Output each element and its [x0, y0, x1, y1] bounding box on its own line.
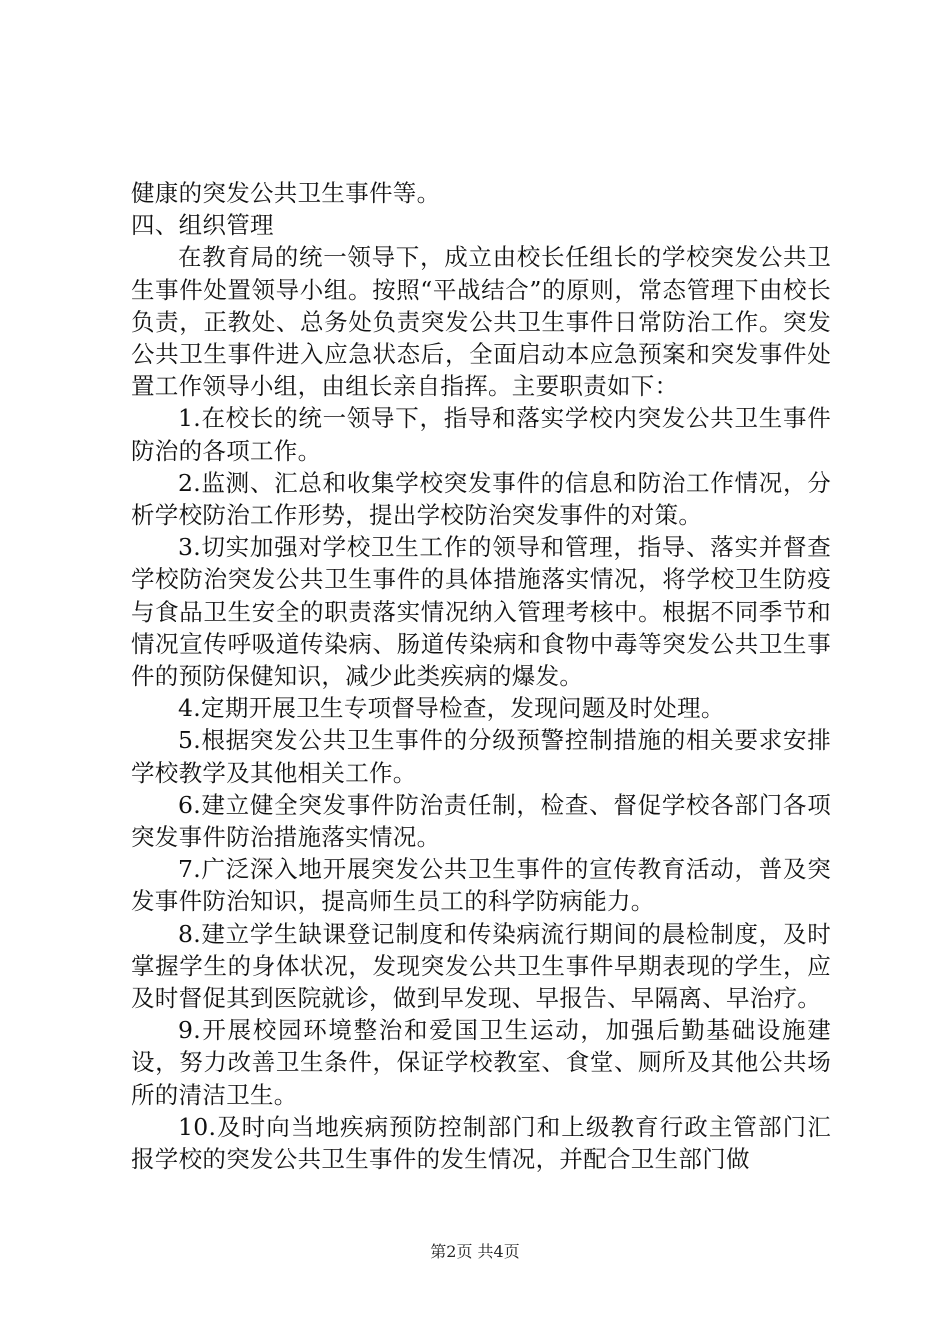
- duty-item-4: 4.定期开展卫生专项督导检查，发现问题及时处理。: [178, 694, 725, 723]
- section-heading: 四、组织管理: [131, 211, 274, 240]
- duty-item-3: 3.切实加强对学校卫生工作的领导和管理，指导、落实并督查学校防治突发公共卫生事件的具体措施落实情况，将学校卫生防疫与食品卫生安全的职责落实情况纳入管理考核中。根据不同季节和情况宣传呼吸道传染病、肠道传染病和食物中毒等突发公共卫生事件的预防保健知识，减少此类疾病的爆发。: [131, 533, 831, 691]
- duty-item-2: 2.监测、汇总和收集学校突发事件的信息和防治工作情况，分析学校防治工作形势，提出学校防治突发事件的对策。: [131, 468, 831, 530]
- continuation-paragraph: 健康的突发公共卫生事件等。: [131, 179, 441, 207]
- duty-item-6: 6.建立健全突发事件防治责任制，检查、督促学校各部门各项突发事件防治措施落实情况。: [131, 790, 831, 852]
- duty-item-8: 8.建立学生缺课登记制度和传染病流行期间的晨检制度，及时掌握学生的身体状况，发现突发公共卫生事件早期表现的学生，应及时督促其到医院就诊，做到早发现、早报告、早隔离、早治疗。: [131, 919, 831, 1013]
- duty-item-1: 1.在校长的统一领导下，指导和落实学校内突发公共卫生事件防治的各项工作。: [131, 404, 831, 465]
- duty-item-10: 10.及时向当地疾病预防控制部门和上级教育行政主管部门汇报学校的突发公共卫生事件的发生情况，并配合卫生部门做: [131, 1112, 831, 1174]
- duty-item-7: 7.广泛深入地开展突发公共卫生事件的宣传教育活动，普及突发事件防治知识，提高师生员工的科学防病能力。: [131, 855, 831, 916]
- duty-item-9: 9.开展校园环境整治和爱国卫生运动，加强后勤基础设施建设，努力改善卫生条件，保证学校教室、食堂、厕所及其他公共场所的清洁卫生。: [131, 1016, 831, 1109]
- duty-item-5: 5.根据突发公共卫生事件的分级预警控制措施的相关要求安排学校教学及其他相关工作。: [131, 726, 831, 787]
- page-number-footer: 第2页 共4页: [430, 1242, 520, 1261]
- intro-paragraph: 在教育局的统一领导下，成立由校长任组长的学校突发公共卫生事件处置领导小组。按照“平战结合”的原则，常态管理下由校长负责，正教处、总务处负责突发公共卫生事件日常防治工作。突发公共卫生事件进入应急状态后，全面启动本应急预案和突发事件处置工作领导小组，由组长亲自指挥。主要职责如下：: [131, 243, 831, 401]
- document-body: [131, 177, 831, 1175]
